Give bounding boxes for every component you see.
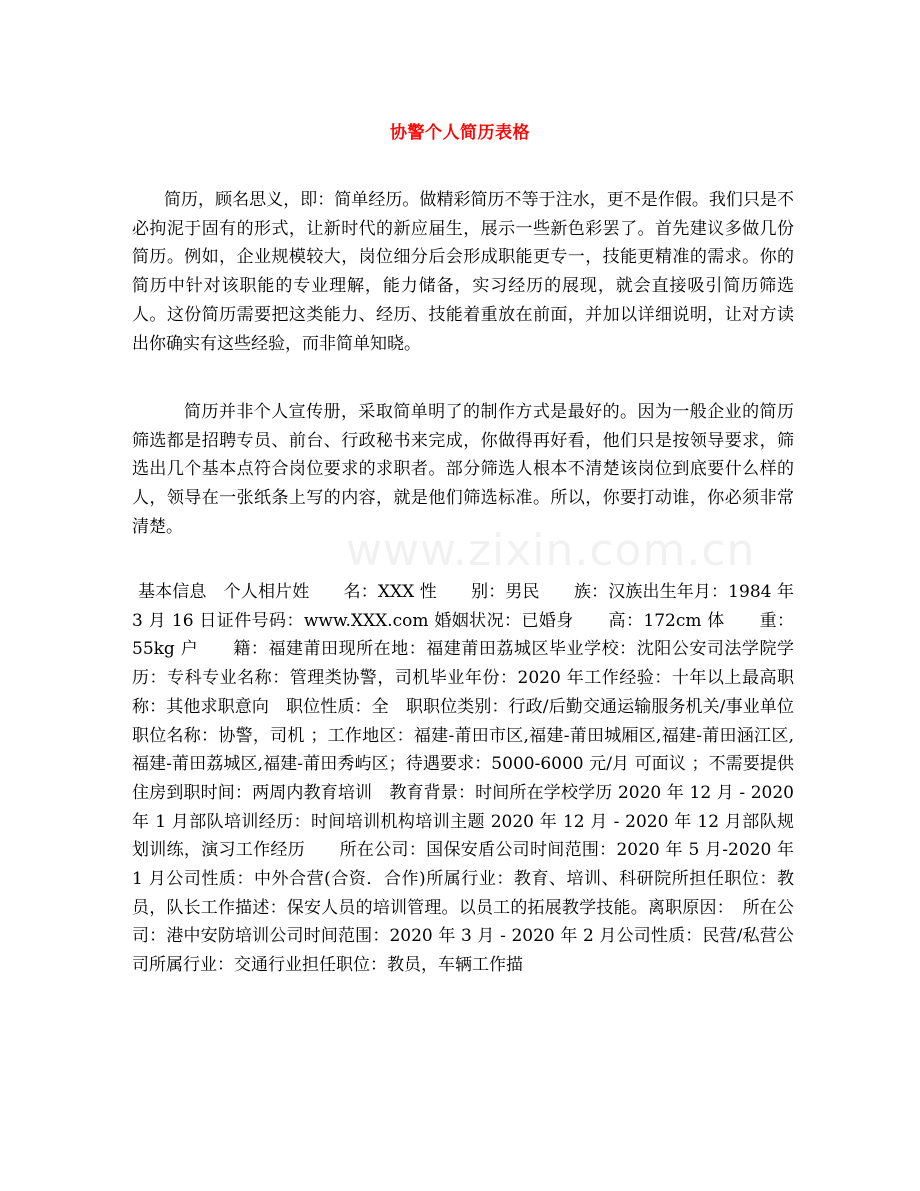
document-title: 协警个人简历表格 — [390, 123, 530, 143]
watermark: www.zixin.com.cn — [346, 525, 756, 576]
resume-details-paragraph: 基本信息 个人相片姓 名：XXX 性 别：男民 族：汉族出生年月：1984 年 3 月 16 日证件号码：www.XXX.com 婚姻状况：已婚身 高：172cm 体 重：55kg 户 籍：福建莆田现所在地：福建莆田荔城区毕业学校：沈阳公安司法学院学历：专科专业名称：管理类协警，司机毕业年份：2020 年工作经验：十年以上最高职称：其他求职意向 职位性质：全 职职位类别：行政/后勤交通运输服务机关/事业单位职位名称：协警，司机 ；工作地区：福建-莆田市区,福建-莆田城厢区,福建-莆田涵江区,福建-莆田荔城区,福建-莆田秀屿区；待遇要求：5000-6000 元/月 可面议 ；不需要提供住房到职时间：两周内教育培训 教育背景：时间所在学校学历 2020 年 12 月 - 2020 年 1 月部队培训经历：时间培训机构培训主题 2020 年 12 月 - 2020 年 12 月部队规划训练，演习工作经历 所在公司：国保安盾公司时间范围：2020 年 5 月-2020 年 1 月公司性质：中外合营(合资．合作)所属行业：教育、培训、科研院所担任职位：教员，队长工作描述：保安人员的培训管理。以员工的拓展教学技能。离职原因： 所在公司：港中安防培训公司时间范围：2020 年 3 月 - 2020 年 2 月公司性质：民营/私营公司所属行业：交通行业担任职位：教员，车辆工作描 — [132, 582, 794, 976]
intro-paragraph: 简历，顾名思义，即：简单经历。做精彩简历不等于注水，更不是作假。我们只是不必拘泥于固有的形式，让新时代的新应届生，展示一些新色彩罢了。首先建议多做几份简历。例如，企业规模较大，岗位细分后会形成职能更专一，技能更精准的需求。你的简历中针对该职能的专业理解，能力储备，实习经历的展现，就会直接吸引简历筛选人。这份简历需要把这类能力、经历、技能着重放在前面，并加以详细说明，让对方读出你确实有这些经验，而非简单知晓。 — [132, 190, 794, 354]
second-paragraph: 简历并非个人宣传册，采取简单明了的制作方式是最好的。因为一般企业的简历筛选都是招聘专员、前台、行政秘书来完成，你做得再好看，他们只是按领导要求，筛选出几个基本点符合岗位要求的求职者。部分筛选人根本不清楚该岗位到底要什么样的人，领导在一张纸条上写的内容，就是他们筛选标准。所以，你要打动谁，你必须非常清楚。 — [132, 402, 794, 537]
